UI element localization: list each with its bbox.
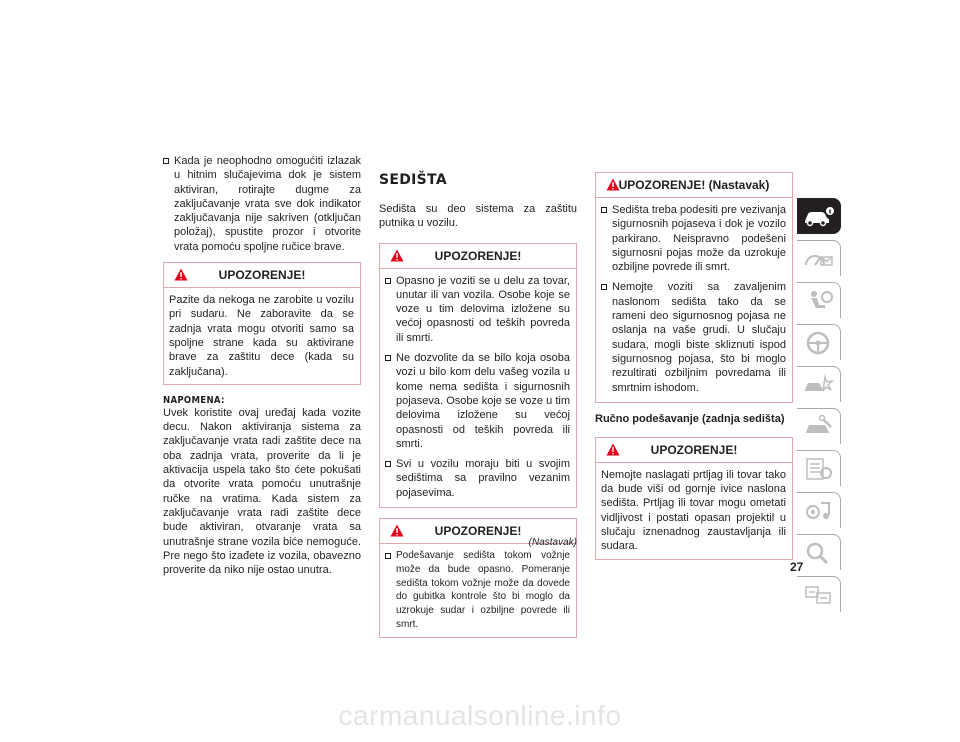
side-tab-index[interactable]: [797, 534, 841, 570]
side-tab-vehicle[interactable]: [797, 198, 841, 234]
car-info-icon: [803, 205, 835, 229]
warning-triangle-icon: [606, 178, 620, 191]
note-text: Uvek koristite ovaj uređaj kada vozite decu. Nakon aktiviranja sistema za zaključavanje vrata radi zaštite dece na oba zadnja vrata, proverite da li je aktivacija uspela tako što ćete pokušati da otvorite vrata pomoću unutrašnje ručke na vratima. Kada sistem za zaključavanje vrata radi zaštite dece bude aktiviran, otvaranje vrata sa unutrašnje strane vozila biće nemoguće. Pre nego što izađete iz vozila, obavezno proverite da niko nije ostao unutra.: [163, 406, 361, 577]
checklist-icon: [803, 457, 835, 481]
warning-header: [596, 173, 792, 198]
side-tab-multimedia[interactable]: [797, 492, 841, 528]
side-tab-safety[interactable]: [797, 282, 841, 318]
middle-column: [379, 154, 577, 648]
note-label: NAPOMENA:: [163, 394, 225, 406]
left-column: [163, 154, 361, 577]
steering-wheel-icon: [803, 331, 835, 355]
watermark: carmanualsonline.info: [338, 700, 622, 731]
car-crash-icon: [803, 373, 835, 397]
languages-icon: [803, 583, 835, 607]
warning-box-seat-adjust: [379, 518, 577, 638]
warning-bullet: Opasno je voziti se u delu za tovar, unutar ili van vozila. Osobe koje se voze u tim delovima izložene su većoj opasnosti od teških povreda ili smrti.: [385, 274, 570, 345]
warning-text: Pazite da nekoga ne zarobite u vozilu pri sudaru. Ne zaboravite da se zadnja vrata mogu otvoriti samo sa spoljne strane kada su aktivirane brave za zaštitu dece (kada su zaključana).: [169, 294, 354, 378]
warning-title: UPOZORENJE! (Nastavak): [618, 178, 770, 192]
warning-text: Nemojte naslagati prtljag ili tovar tako da bude viši od gornje ivice naslona sedišta. Prtljag ili tovar mogu ometati vidljivost i postati opasan projektil u slučaju iznenadnog zaustavljanja ili sudara.: [601, 468, 786, 553]
warning-triangle-icon: [390, 524, 404, 537]
warning-bullet: Podešavanje sedišta tokom vožnje može da bude opasno. Pomeranje sedišta tokom vožnje može da dovede do gubitka kontrole što bi moglo da uzrokuje sudar i ozbiljne povrede ili smrt.: [385, 549, 570, 632]
warning-header: [596, 438, 792, 463]
warning-box-continued: [595, 172, 793, 403]
warning-bullet: Svi u vozilu moraju biti u svojim sedištima sa pravilno vezanim pojasevima.: [385, 457, 570, 500]
side-tab-driving[interactable]: [797, 324, 841, 360]
warning-triangle-icon: [606, 443, 620, 456]
warning-bullet: Ne dozvolite da se bilo koja osoba vozi u bilo kom delu vašeg vozila u kome nema sedišta i sigurnosnih pojaseva. Osobe koje se voze u tim delovima izložene su većoj opasnosti od teških povreda ili smrti.: [385, 351, 570, 451]
warning-title: UPOZORENJE!: [650, 442, 738, 457]
warning-title: UPOZORENJE!: [218, 268, 306, 283]
search-icon: [803, 541, 835, 565]
side-tab-dashboard[interactable]: [797, 240, 841, 276]
media-icon: [803, 499, 835, 523]
warning-triangle-icon: [174, 268, 188, 281]
warning-box-seats: [379, 243, 577, 508]
section-title: SEDIŠTA: [379, 172, 447, 188]
warning-bullet: Sedišta treba podesiti pre vezivanja sigurnosnih pojaseva i dok je vozilo parkirano. Neispravno podešeni sigurnosni pojas može da uzrokuje ozbiljne povrede ili smrt.: [601, 203, 786, 274]
warning-header: [380, 244, 576, 269]
warning-header: [164, 263, 360, 288]
warning-title: UPOZORENJE!: [434, 524, 522, 539]
airbag-person-icon: [803, 289, 835, 313]
side-tab-service[interactable]: [797, 408, 841, 444]
warning-triangle-icon: [390, 249, 404, 262]
subheading-rear-seats: Ručno podešavanje (zadnja sedišta): [595, 412, 785, 425]
page-number: 27: [790, 560, 804, 574]
seats-intro: Sedišta su deo sistema za zaštitu putnika u vozilu.: [379, 203, 577, 230]
side-tab-languages[interactable]: [797, 576, 841, 612]
warning-box-child-lock: [163, 262, 361, 385]
car-service-icon: [803, 415, 835, 439]
side-tab-specs[interactable]: [797, 450, 841, 486]
child-lock-bullet: Kada je neophodno omogućiti izlazak u hitnim slučajevima dok je sistem aktiviran, rotirajte dugme za zaključavanje vrata sve dok indikator zaključavanja nije sakriven (otključan položaj), spustite prozor i otvorite vrata pomoću spoljne ručice brave.: [163, 154, 361, 254]
dashboard-envelope-icon: [803, 247, 835, 271]
side-tab-emergency[interactable]: [797, 366, 841, 402]
right-column: [595, 172, 793, 570]
continued-label: (Nastavak): [528, 537, 577, 548]
warning-box-cargo: [595, 437, 793, 560]
warning-title: UPOZORENJE!: [434, 248, 522, 263]
warning-bullet: Nemojte voziti sa zavaljenim naslonom sedišta tako da se rameni deo sigurnosnog pojasa ne oslanja na vaše grudi. U slučaju sudara, mogli biste skliznuti ispod sigurnosnog pojasa, što bi moglo rezultirati ozbiljnim povredama ili smrtnim ishodom.: [601, 280, 786, 394]
